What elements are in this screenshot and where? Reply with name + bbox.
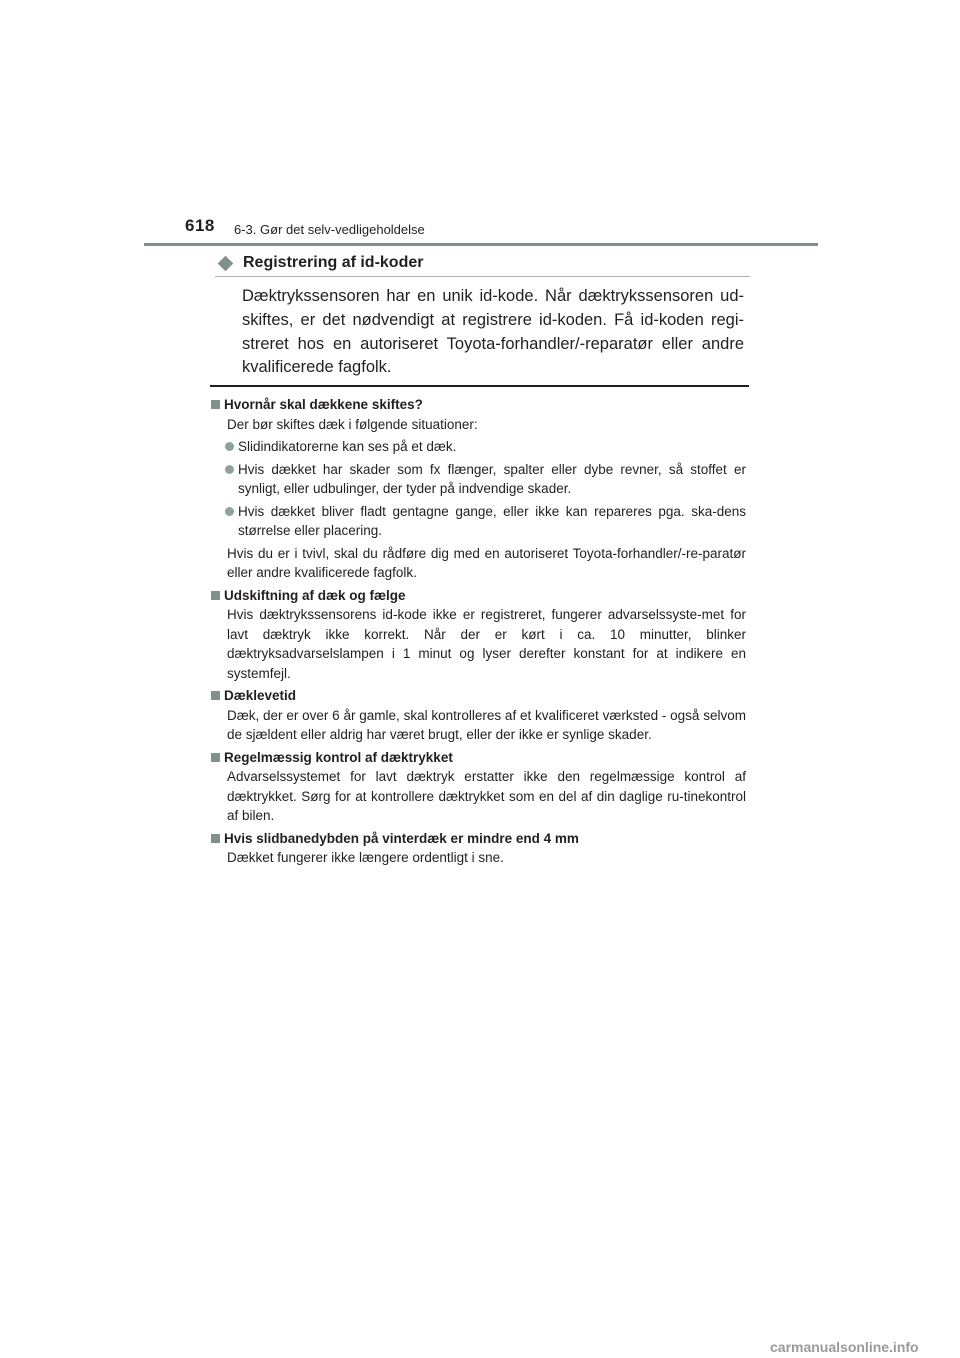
note-block-lifetime: [211, 686, 746, 745]
circle-bullet-icon: [225, 465, 234, 474]
note-title-text: Udskiftning af dæk og fælge: [224, 587, 406, 603]
intro-divider: [210, 385, 749, 387]
note-title: [211, 748, 746, 768]
note-title: [211, 829, 746, 849]
list-item-text: Slidindikatorerne kan ses på et dæk.: [238, 439, 457, 454]
note-text: Der bør skiftes dæk i følgende situationer:: [227, 416, 478, 432]
square-bullet-icon: [211, 834, 220, 843]
square-bullet-icon: [211, 400, 220, 409]
subsection-title: Registrering af id-koder: [243, 254, 424, 271]
note-text-after: Hvis du er i tvivl, skal du rådføre dig med en autoriseret Toyota-forhandler/-re-paratør eller andre kvalificerede fagfolk.: [227, 545, 746, 580]
note-block-winter-tires: [211, 829, 746, 868]
header-divider: [144, 243, 818, 246]
note-text: Dæk, der er over 6 år gamle, skal kontrolleres af et kvalificeret værksted - også selvom de sjældent eller aldrig har været brugt, eller der ikke er synlige skader.: [227, 707, 746, 742]
list-item: [211, 460, 746, 499]
note-text: Dækket fungerer ikke længere ordentligt i sne.: [227, 850, 504, 865]
diamond-icon: [218, 255, 234, 271]
page-number: 618: [185, 216, 215, 235]
note-title-text: Regelmæssig kontrol af dæktrykket: [224, 749, 453, 765]
note-title-text: Hvis slidbanedybden på vinterdæk er mindre end 4 mm: [224, 830, 579, 846]
notes-content: [211, 395, 746, 871]
watermark: carmanualsonline.info: [770, 1339, 919, 1355]
list-item-text: Hvis dækket bliver fladt gentagne gange, eller ikke kan repareres pga. ska-dens størrelse eller placering.: [238, 503, 746, 538]
note-text: Hvis dæktrykssensorens id-kode ikke er registreret, fungerer advarselssyste-met for lavt dæktryk ikke korrekt. Når der er kørt i ca. 10 minutter, blinker dæktryksadvarselslampen i 1 minut og lyser derefter konstant for at indikere en systemfejl.: [227, 607, 746, 681]
note-title: [211, 686, 746, 706]
list-item: [211, 502, 746, 541]
list-item: [211, 437, 746, 457]
square-bullet-icon: [211, 691, 220, 700]
list-item-text: Hvis dækket har skader som fx flænger, spalter eller dybe revner, så stoffet er synligt, eller udbulinger, der tyder på indvendige skader.: [238, 461, 746, 496]
section-title: 6-3. Gør det selv-vedligeholdelse: [234, 222, 425, 237]
note-block-replacement: [211, 586, 746, 684]
square-bullet-icon: [211, 591, 220, 600]
subsection-heading: [215, 254, 423, 272]
note-text: Advarselssystemet for lavt dæktryk erstatter ikke den regelmæssige kontrol af dæktrykket. Sørg for at kontrollere dæktrykket som en del af din daglige ru-tinekontrol af bilen.: [227, 769, 746, 823]
note-title-text: Hvornår skal dækkene skiftes?: [224, 397, 423, 412]
square-bullet-icon: [211, 753, 220, 762]
note-title-text: Dæklevetid: [224, 688, 297, 703]
note-block-tire-change: [211, 395, 746, 583]
circle-bullet-icon: [225, 507, 234, 516]
note-title: [211, 395, 746, 415]
note-title: [211, 586, 746, 606]
note-block-pressure-check: [211, 748, 746, 826]
subsection-intro: Dæktrykssensoren har en unik id-kode. Når dæktrykssensoren ud-skiftes, er det nødvendigt at registrere id-koden. Få id-koden regi-streret hos en autoriseret Toyota-forhandler/-reparatør eller andre kvalificerede fagfolk.: [242, 287, 744, 377]
circle-bullet-icon: [225, 442, 234, 451]
subsection-divider: [215, 276, 750, 277]
